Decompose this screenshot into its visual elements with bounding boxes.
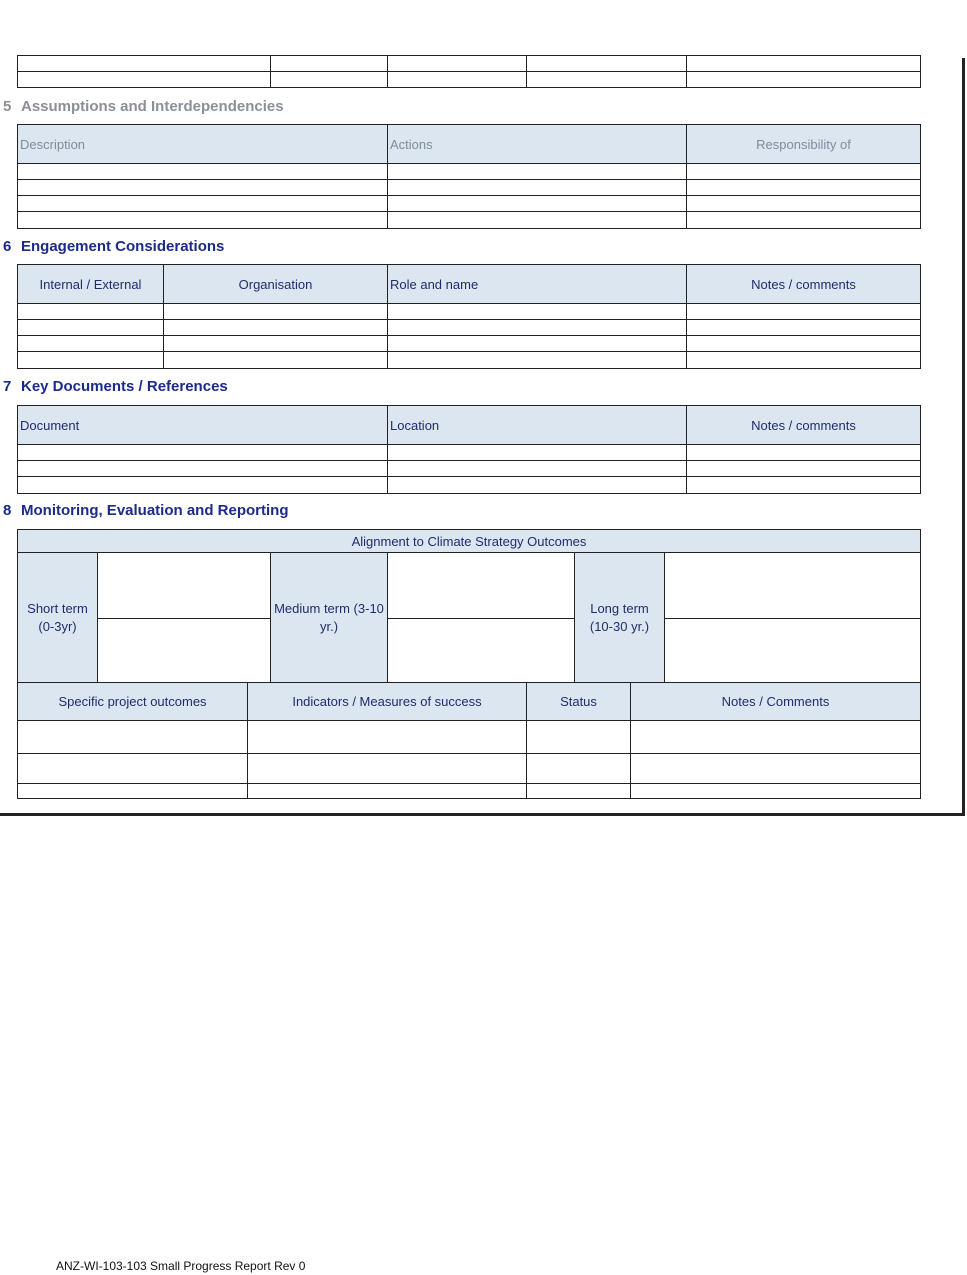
table-cell bbox=[630, 753, 921, 784]
table-cell bbox=[630, 720, 921, 754]
table-cell bbox=[17, 179, 388, 196]
table-cell bbox=[17, 720, 248, 754]
table-cell bbox=[387, 335, 687, 352]
table-cell bbox=[17, 195, 388, 212]
column-header-actions: Actions bbox=[387, 124, 687, 164]
table-cell bbox=[686, 319, 921, 336]
short-term-input-cell[interactable] bbox=[97, 552, 271, 619]
table-cell bbox=[686, 195, 921, 212]
column-header-responsibility: Responsibility of bbox=[686, 124, 921, 164]
table-cell bbox=[17, 753, 248, 784]
table-cell bbox=[17, 163, 388, 180]
table-cell bbox=[17, 319, 164, 336]
table-cell bbox=[686, 179, 921, 196]
table-cell bbox=[526, 753, 631, 784]
table-cell bbox=[17, 476, 388, 494]
short-term-input-cell[interactable] bbox=[97, 618, 271, 683]
table-cell bbox=[17, 351, 164, 369]
table-cell bbox=[163, 335, 388, 352]
table-cell bbox=[387, 211, 687, 229]
column-header-status: Status bbox=[526, 682, 631, 721]
table-cell bbox=[526, 55, 687, 72]
table-cell bbox=[686, 351, 921, 369]
long-term-input-cell[interactable] bbox=[664, 552, 921, 619]
section-number: 8 bbox=[3, 502, 12, 519]
column-header-location: Location bbox=[387, 405, 687, 445]
column-header-indicators: Indicators / Measures of success bbox=[247, 682, 527, 721]
section-8-title bbox=[3, 502, 289, 519]
section-5-title bbox=[3, 98, 284, 115]
short-term-label: Short term (0-3yr) bbox=[17, 552, 98, 683]
table-cell bbox=[526, 720, 631, 754]
medium-term-label: Medium term (3-10 yr.) bbox=[270, 552, 388, 683]
page-frame-right-border bbox=[962, 58, 965, 816]
alignment-header: Alignment to Climate Strategy Outcomes bbox=[17, 529, 921, 553]
table-cell bbox=[17, 211, 388, 229]
table-cell bbox=[163, 319, 388, 336]
table-cell bbox=[387, 319, 687, 336]
table-cell bbox=[247, 753, 527, 784]
column-header-role-and-name: Role and name bbox=[387, 264, 687, 304]
table-cell bbox=[686, 163, 921, 180]
section-number: 6 bbox=[3, 238, 12, 255]
table-cell bbox=[686, 444, 921, 461]
section-number: 5 bbox=[3, 98, 12, 115]
column-header-document: Document bbox=[17, 405, 388, 445]
table-cell bbox=[387, 71, 527, 88]
table-cell bbox=[247, 783, 527, 799]
table-cell bbox=[270, 55, 388, 72]
page-frame-bottom-border bbox=[0, 813, 965, 816]
table-cell bbox=[387, 195, 687, 212]
table-cell bbox=[17, 444, 388, 461]
table-cell bbox=[686, 476, 921, 494]
table-cell bbox=[387, 303, 687, 320]
column-header-organisation: Organisation bbox=[163, 264, 388, 304]
table-cell bbox=[17, 783, 248, 799]
table-cell bbox=[17, 303, 164, 320]
table-cell bbox=[387, 444, 687, 461]
table-cell bbox=[17, 71, 271, 88]
long-term-label: Long term (10-30 yr.) bbox=[574, 552, 665, 683]
table-cell bbox=[163, 303, 388, 320]
table-cell bbox=[247, 720, 527, 754]
table-cell bbox=[686, 460, 921, 477]
column-header-notes: Notes / Comments bbox=[630, 682, 921, 721]
section-heading-text: Key Documents / References bbox=[21, 378, 228, 395]
table-cell bbox=[17, 460, 388, 477]
table-cell bbox=[387, 179, 687, 196]
section-heading-text: Assumptions and Interdependencies bbox=[21, 98, 284, 115]
table-cell bbox=[686, 211, 921, 229]
medium-term-input-cell[interactable] bbox=[387, 552, 575, 619]
section-number: 7 bbox=[3, 378, 12, 395]
column-header-project-outcomes: Specific project outcomes bbox=[17, 682, 248, 721]
table-cell bbox=[686, 71, 921, 88]
table-cell bbox=[387, 55, 527, 72]
table-cell bbox=[387, 460, 687, 477]
section-heading-text: Engagement Considerations bbox=[21, 238, 225, 255]
document-footer: ANZ-WI-103-103 Small Progress Report Rev 0 bbox=[56, 1259, 306, 1273]
column-header-notes: Notes / comments bbox=[686, 264, 921, 304]
column-header-description: Description bbox=[17, 124, 388, 164]
column-header-internal-external: Internal / External bbox=[17, 264, 164, 304]
table-cell bbox=[387, 163, 687, 180]
table-cell bbox=[686, 303, 921, 320]
section-7-title bbox=[3, 378, 228, 395]
table-cell bbox=[526, 783, 631, 799]
table-cell bbox=[387, 476, 687, 494]
medium-term-input-cell[interactable] bbox=[387, 618, 575, 683]
table-cell bbox=[686, 55, 921, 72]
table-cell bbox=[686, 335, 921, 352]
table-cell bbox=[526, 71, 687, 88]
table-cell bbox=[17, 55, 271, 72]
table-cell bbox=[387, 351, 687, 369]
section-heading-text: Monitoring, Evaluation and Reporting bbox=[21, 502, 289, 519]
section-6-title bbox=[3, 238, 224, 255]
table-cell bbox=[163, 351, 388, 369]
long-term-input-cell[interactable] bbox=[664, 618, 921, 683]
table-cell bbox=[270, 71, 388, 88]
table-cell bbox=[630, 783, 921, 799]
column-header-notes: Notes / comments bbox=[686, 405, 921, 445]
table-cell bbox=[17, 335, 164, 352]
